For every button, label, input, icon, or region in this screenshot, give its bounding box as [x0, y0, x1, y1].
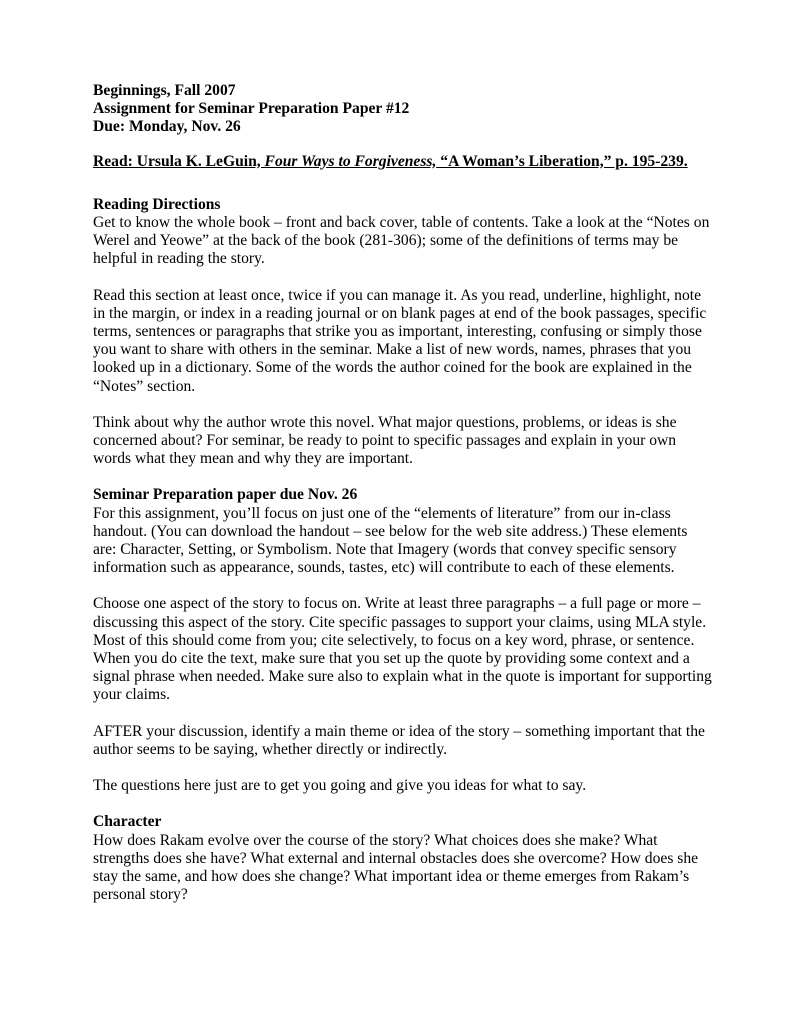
- reading-directions-heading: Reading Directions: [93, 195, 221, 213]
- seminar-paper-paragraph-4: The questions here just are to get you going and give you ideas for what to say.: [93, 777, 587, 795]
- reading-directions-paragraph-2: Read this section at least once, twice if you can manage it. As you read, underline, highlight, note in the margin, or index in a reading journal or on blank pages at end of the book passages, specific terms, sentences or paragraphs that strike you as important, interesting, confusing or simply those you want to share with others in the seminar. Make a list of new words, names, phrases that you looked up in a dictionary. Some of the words the author coined for the book are explained in the “Notes” section.: [93, 286, 707, 395]
- reading-assignment: [93, 153, 713, 171]
- character-heading: Character: [93, 813, 162, 831]
- seminar-paper-paragraph-3: AFTER your discussion, identify a main theme or idea of the story – something important that the author seems to be saying, whether directly or indirectly.: [93, 722, 705, 758]
- document-page: [93, 82, 713, 904]
- course-title: Beginnings, Fall 2007: [93, 82, 236, 99]
- seminar-paper-paragraph-2: Choose one aspect of the story to focus on. Write at least three paragraphs – a full page or more – discussing this aspect of the story. Cite specific passages to support your claims, using MLA style. Most of this should come from you; cite selectively, to focus on a key word, phrase, or sentence. When you do cite the text, make sure that you set up the quote by providing some context and a signal phrase when needed. Make sure also to explain what in the quote is important for supporting your claims.: [93, 595, 712, 704]
- reading-prefix: Read: Ursula K. LeGuin,: [93, 152, 265, 170]
- reading-directions-paragraph-3: Think about why the author wrote this novel. What major questions, problems, or ideas is she concerned about? For seminar, be ready to point to specific passages and explain in your own words what they mean and why they are important.: [93, 413, 677, 468]
- reading-suffix: “A Woman’s Liberation,” p. 195-239.: [436, 152, 688, 170]
- assignment-title: Assignment for Seminar Preparation Paper #12: [93, 100, 410, 118]
- due-date: Due: Monday, Nov. 26: [93, 118, 241, 136]
- seminar-paper-paragraph-1: For this assignment, you’ll focus on just one of the “elements of literature” from our in-class handout. (You can download the handout – see below for the web site address.) These elements are: Character, Setting, or Symbolism. Note that Imagery (words that convey specific sensory information such as appearance, sounds, tastes, etc) will contribute to each of these elements.: [93, 504, 688, 577]
- book-title: Four Ways to Forgiveness,: [264, 152, 437, 170]
- reading-directions-paragraph-1: Get to know the whole book – front and back cover, table of contents. Take a look at the “Notes on Werel and Yeowe” at the back of the book (281-306); some of the definitions of terms may be helpful in reading the story.: [93, 214, 710, 268]
- character-paragraph: How does Rakam evolve over the course of the story? What choices does she make? What strengths does she have? What external and internal obstacles does she overcome? How does she stay the same, and how does she change? What important idea or theme emerges from Rakam’s personal story?: [93, 831, 699, 904]
- seminar-paper-heading: Seminar Preparation paper due Nov. 26: [93, 486, 358, 504]
